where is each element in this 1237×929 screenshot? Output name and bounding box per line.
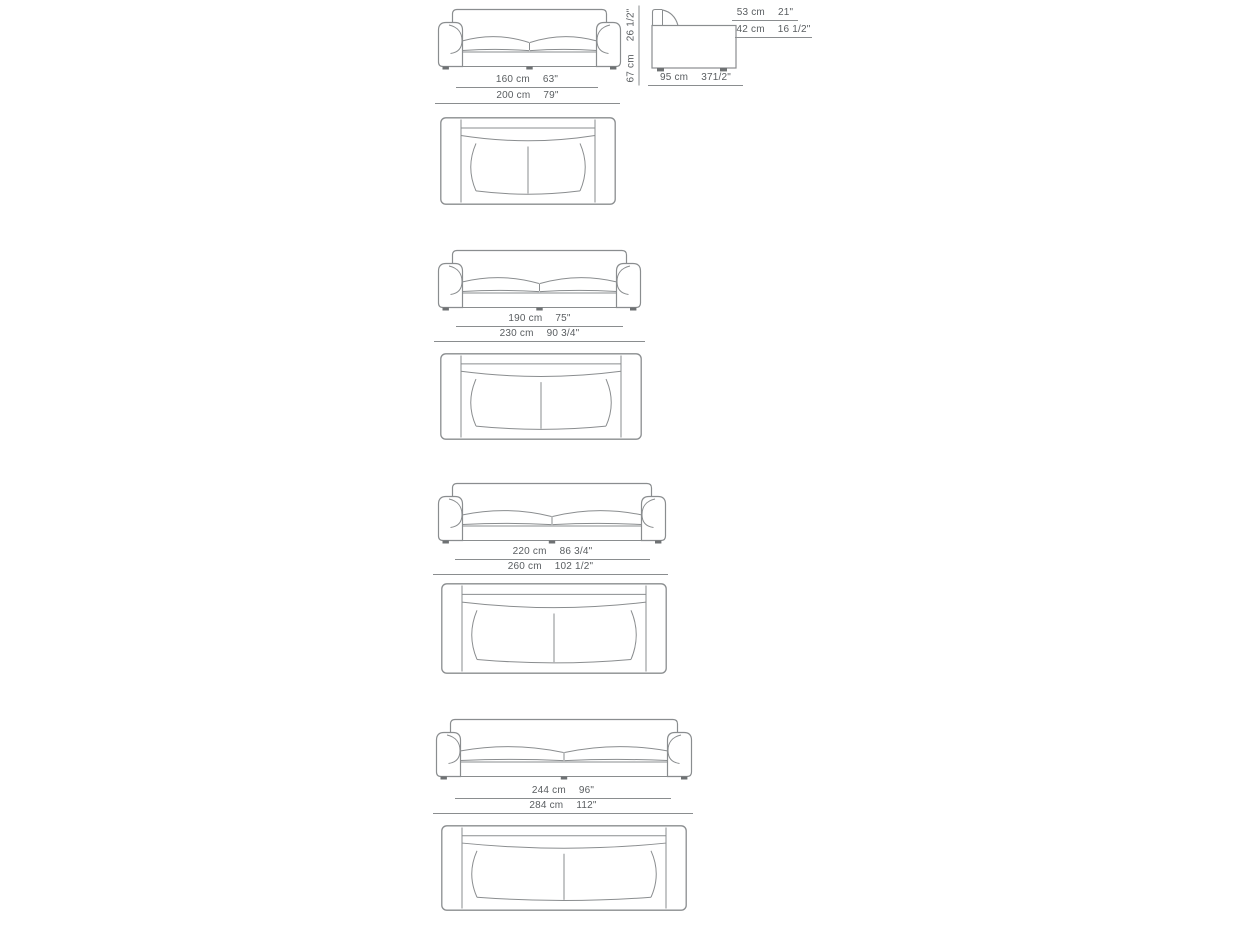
dim-in: 75" (555, 313, 571, 324)
overall-height-dimension (625, 6, 640, 86)
dim-cm: 220 cm (512, 546, 547, 557)
sofa-260-top-view (441, 583, 667, 674)
dim-in: 90 3/4" (546, 328, 580, 339)
dim-in: 79" (543, 90, 559, 101)
sofa-200-front-view (437, 8, 622, 70)
dim-cm: 200 cm (496, 90, 531, 101)
sofa-260-front-view (437, 482, 667, 544)
dim-in: 96" (578, 785, 595, 796)
dim-cm: 284 cm (529, 800, 564, 811)
sofa-200-overall-width-dimension (435, 89, 620, 104)
sofa-230-top-view (440, 353, 642, 440)
dim-cm: 160 cm (495, 74, 530, 85)
dim-cm: 95 cm (659, 72, 689, 83)
sofa-260-overall-width-dimension (433, 560, 668, 575)
dim-in: 102 1/2" (554, 561, 594, 572)
sofa-284-top-view (441, 825, 687, 911)
sofa-side-view (648, 4, 740, 74)
dim-cm: 260 cm (507, 561, 542, 572)
dim-in: 63" (542, 74, 559, 85)
sofa-200-seat-width-dimension (456, 73, 598, 88)
dim-in: 21" (777, 7, 794, 18)
dim-cm: 53 cm (736, 7, 765, 18)
dim-cm: 244 cm (531, 785, 566, 796)
sofa-230-front-view (437, 249, 642, 311)
dim-cm: 190 cm (508, 313, 543, 324)
dim-cm: 42 cm (736, 24, 765, 35)
sofa-200-top-view (440, 117, 616, 205)
dim-cm: 67 cm (625, 54, 637, 83)
sofa-260-seat-width-dimension (455, 545, 650, 560)
back-height-dimension (732, 6, 798, 21)
sofa-230-seat-width-dimension (456, 312, 623, 327)
sofa-284-front-view (435, 718, 693, 780)
dim-in: 112" (576, 800, 597, 811)
dim-cm: 230 cm (499, 328, 534, 339)
sofa-284-overall-width-dimension (433, 799, 693, 814)
dim-in: 371/2" (701, 72, 731, 83)
sofa-230-overall-width-dimension (434, 327, 645, 342)
sofa-284-seat-width-dimension (455, 784, 671, 799)
dim-in: 26 1/2" (625, 8, 637, 42)
depth-dimension (648, 71, 743, 86)
dim-in: 16 1/2" (777, 24, 811, 35)
seat-height-dimension (735, 23, 812, 38)
dim-in: 86 3/4" (559, 546, 593, 557)
